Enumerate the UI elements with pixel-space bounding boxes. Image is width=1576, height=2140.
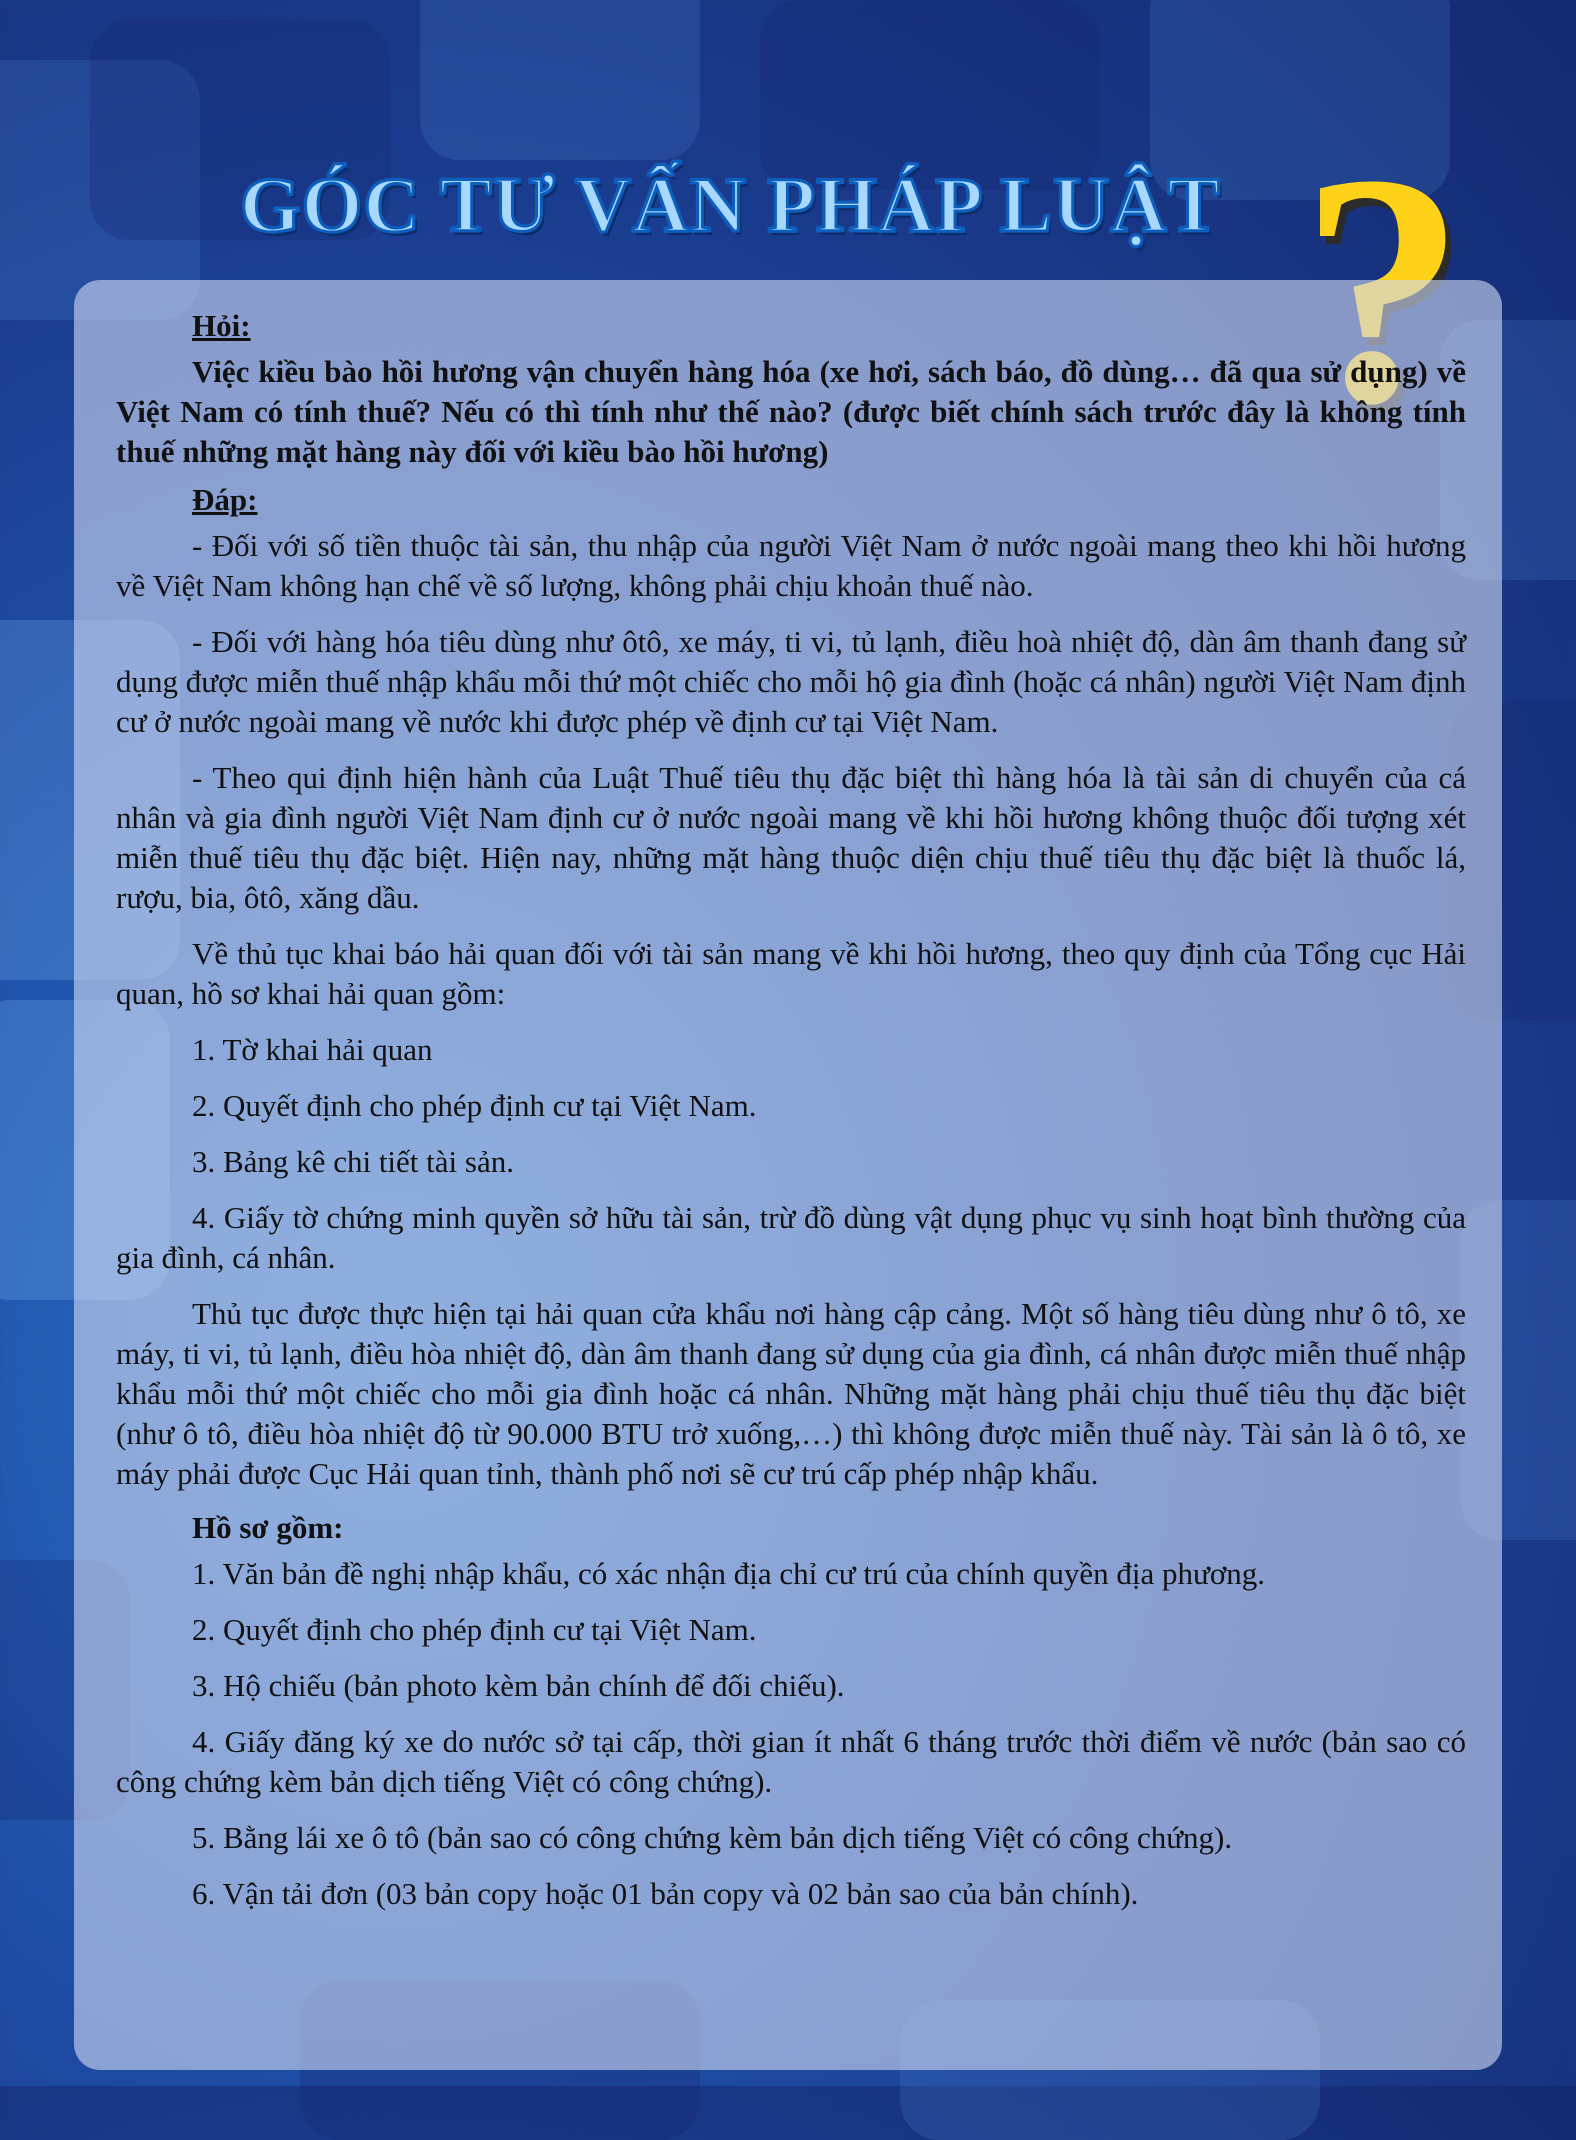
answer-paragraph: - Đối với hàng hóa tiêu dùng như ôtô, xe máy, ti vi, tủ lạnh, điều hoà nhiệt độ, dàn âm thanh đang sử dụng được miễn thuế nhập khẩu mỗi thứ một chiếc cho mỗi hộ gia đình (hoặc cá nhân) người Việt Nam định cư ở nước ngoài mang về nước khi được phép về định cư tại Việt Nam.: [116, 624, 1466, 739]
question-text: Việc kiều bào hồi hương vận chuyển hàng hóa (xe hơi, sách báo, đồ dùng… đã qua sử dụng) về Việt Nam có tính thuế? Nếu có thì tính như thế nào? (được biết chính sách trước đây là không tính thuế những mặt hàng này đối với kiều bào hồi hương): [116, 354, 1466, 469]
question-label: Hỏi:: [192, 308, 251, 343]
dossier-list-item: 2. Quyết định cho phép định cư tại Việt Nam.: [192, 1612, 757, 1647]
answer-label: Đáp:: [192, 482, 258, 517]
dossier-list-item: 5. Bằng lái xe ô tô (bản sao có công chứng kèm bản dịch tiếng Việt có công chứng).: [192, 1820, 1233, 1855]
dossier-list-item: 3. Hộ chiếu (bản photo kèm bản chính để đối chiếu).: [192, 1668, 845, 1703]
answer-paragraph: Về thủ tục khai báo hải quan đối với tài sản mang về khi hồi hương, theo quy định của Tổng cục Hải quan, hồ sơ khai hải quan gồm:: [116, 936, 1466, 1011]
dossier-list-item: 1. Văn bản đề nghị nhập khẩu, có xác nhận địa chỉ cư trú của chính quyền địa phương.: [192, 1556, 1265, 1591]
answer-paragraph: - Đối với số tiền thuộc tài sản, thu nhập của người Việt Nam ở nước ngoài mang theo khi hồi hương về Việt Nam không hạn chế về số lượng, không phải chịu khoản thuế nào.: [116, 528, 1466, 603]
procedure-paragraph: Thủ tục được thực hiện tại hải quan cửa khẩu nơi hàng cập cảng. Một số hàng tiêu dùng như ô tô, xe máy, ti vi, tủ lạnh, điều hòa nhiệt độ, dàn âm thanh đang sử dụng của gia đình, cá nhân được miễn thuế nhập khẩu mỗi thứ một chiếc cho mỗi gia đình hoặc cá nhân. Những mặt hàng phải chịu thuế tiêu thụ đặc biệt (như ô tô, điều hòa nhiệt độ từ 90.000 BTU trở xuống,…) thì không được miễn thuế này. Tài sản là ô tô, xe máy phải được Cục Hải quan tỉnh, thành phố nơi sẽ cư trú cấp phép nhập khẩu.: [116, 1296, 1466, 1491]
customs-list-item: 4. Giấy tờ chứng minh quyền sở hữu tài sản, trừ đồ dùng vật dụng phục vụ sinh hoạt bình thường của gia đình, cá nhân.: [116, 1200, 1466, 1275]
customs-list-item: 1. Tờ khai hải quan: [192, 1032, 433, 1067]
customs-list-item: 3. Bảng kê chi tiết tài sản.: [192, 1144, 514, 1179]
background-square: [420, 0, 700, 160]
customs-list-item: 2. Quyết định cho phép định cư tại Việt Nam.: [192, 1088, 757, 1123]
dossier-list-item: 4. Giấy đăng ký xe do nước sở tại cấp, thời gian ít nhất 6 tháng trước thời điểm về nước (bản sao có công chứng kèm bản dịch tiếng Việt có công chứng).: [116, 1724, 1466, 1799]
dossier-label: Hồ sơ gồm:: [192, 1510, 344, 1545]
content-panel: [74, 280, 1502, 2070]
page-title: GÓC TƯ VẤN PHÁP LUẬT: [240, 161, 1221, 248]
dossier-list-item: 6. Vận tải đơn (03 bản copy hoặc 01 bản copy và 02 bản sao của bản chính).: [192, 1876, 1139, 1911]
answer-paragraph: - Theo qui định hiện hành của Luật Thuế tiêu thụ đặc biệt thì hàng hóa là tài sản di chuyển của cá nhân và gia đình người Việt Nam định cư ở nước ngoài mang về khi hồi hương không thuộc đối tượng xét miễn thuế tiêu thụ đặc biệt. Hiện nay, những mặt hàng thuộc diện chịu thuế tiêu thụ đặc biệt là thuốc lá, rượu, bia, ôtô, xăng dầu.: [116, 760, 1466, 915]
